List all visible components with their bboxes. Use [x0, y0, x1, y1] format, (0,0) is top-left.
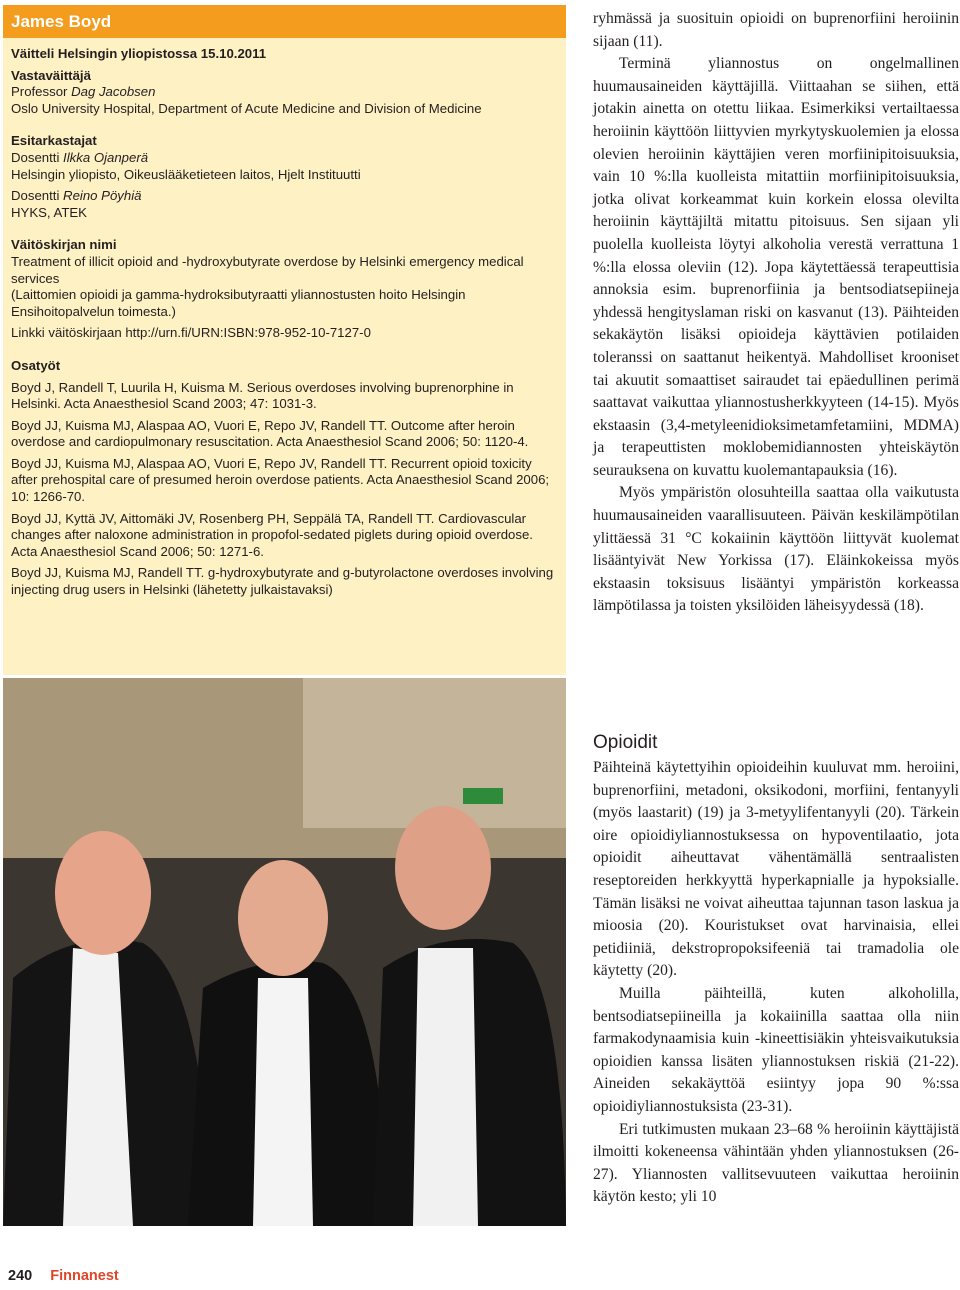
article-paragraph: ryhmässä ja suosituin opioidi on buprenorfiini heroiinin sijaan (11). — [593, 10, 959, 50]
publications-heading: Osatyöt — [11, 357, 61, 373]
info-box — [3, 5, 566, 675]
defense-date: Väitteli Helsingin yliopistossa 15.10.2011 — [11, 46, 267, 61]
reviewers-heading: Esitarkastajat — [11, 133, 97, 149]
opponent-heading: Vastaväittäjä — [11, 67, 91, 83]
person-middle-face — [238, 860, 328, 976]
article-paragraph: Muilla päihteillä, kuten alkoholilla, bentsodiatsepiineilla ja kokaiinilla saattaa olla niin farmakodynaamisia kuin -kineettisiäkin yhteisvaikutuksia opioidien kanssa lisäten yliannostuksen riskiä (21-22). Aineiden sekakäyttöä esiintyy jopa 90 %:ssa opioidiyliannostuksista (23-31). — [593, 984, 959, 1115]
article-paragraph: Terminä yliannostus on ongelmallinen huumausaineiden käyttäjillä. Viittaahan se siihen, että jotakin ainetta on otettu liikaa. Esimerkiksi vertailtaessa heroiinin käyttöön liittyvien myrkytyskuolemien ja elossa olevien heroiinin käyttäjien veren morfiinipitoisuuksia, vain 10 %:lla kuolleista mitattiin morfiinipitoisuuksia, jotka olivat korkeammat kuin korkein elossa olevilta heroiinin käyttäjiltä mitattu pitoisuus. Sen sijaan yli puolella kuolleista löytyi alkoholia verestä verrattuna 1 %:lla elossa oleviin (12). Jopa käytettäessä terapeuttisia annoksia esim. buprenorfiinia ja bentsodiatsepiineja yhdessä hengityslaman riski on kasvanut (13). Päihteiden sekakäytön lisäksi opioideja käyttävien potilaiden toleranssi on saattanut heikentyä. Mahdolliset krooniset tai akuutit somaattiset sairaudet tai epäedullinen perimä saattavat vaikuttaa yliannostusherkkyyteen (14-15). Myös ekstaasin (3,4-metyleenidioksimetamfetamiini, MDMA) ja terapeuttisten moklobemidiannosten yhteiskäytön seurauksena on kuvattu kuolemantapauksia (16). — [593, 55, 959, 479]
person-middle-shirt — [253, 978, 313, 1226]
publication-item: Boyd JJ, Kuisma MJ, Alaspaa AO, Vuori E, Repo JV, Randell TT. Recurrent opioid toxicity after prehospital care of presumed heroin overdose patients. Acta Anaesthesiol Scand 2006; 10: 1266-70. — [11, 455, 550, 505]
box-header: James Boyd — [3, 5, 566, 38]
publication-item: Boyd JJ, Kyttä JV, Aittomäki JV, Rosenberg PH, Seppälä TA, Randell TT. Cardiovascular changes after naloxone administration in propofol-sedated piglets during opioid overdose. Acta Anaesthesiol Scand 2006; 50: 1271-6. — [11, 510, 533, 559]
page-footer — [8, 1268, 119, 1284]
reviewer1-name: Ilkka Ojanperä — [63, 149, 149, 165]
opponent-name: Dag Jacobsen — [71, 84, 156, 100]
group-photo — [3, 678, 566, 1226]
person-left-face — [55, 831, 151, 955]
article-column-bottom — [593, 731, 959, 1209]
article-paragraph: Eri tutkimusten mukaan 23–68 % heroiinin käyttäjistä ilmoitti kokeneensa vähintään yhden yliannostuksen (26-27). Yliannosten vallitsevuuteen vaikuttaa heroiinin käytön kesto; yli 10 — [593, 1120, 959, 1206]
person-right-face — [395, 806, 491, 930]
reviewer2-line: Dosentti Reino Pöyhiä — [11, 188, 142, 204]
thesis-title: Treatment of illicit opioid and -hydroxybutyrate overdose by Helsinki emergency medical services — [11, 253, 524, 286]
publication-item: Boyd J, Randell T, Luurila H, Kuisma M. Serious overdoses involving buprenorphine in Helsinki. Acta Anaesthesiol Scand 2003; 47: 1031-3. — [11, 379, 514, 412]
photo-ceiling — [303, 678, 566, 828]
opponent-affiliation: Oslo University Hospital, Department of Acute Medicine and Division of Medicine — [11, 100, 482, 116]
article-paragraph: Myös ympäristön olosuhteilla saattaa olla vaikutusta huumausaineiden vaarallisuuteen. Päivän keskilämpötilan ylittäessä 31 °C kokaiinin käyttöön liittyvät kuolemat lisääntyivät New Yorkissa (17). Eläinkokeissa myös ekstaasin toksisuus lisääntyi ympäristön korkeassa lämpötilassa ja toisten yksilöiden läheisyydessä (18). — [593, 484, 959, 615]
reviewer2-affiliation: HYKS, ATEK — [11, 204, 87, 220]
thesis-title-fi: (Laittomien opioidi ja gamma-hydroksibutyraatti yliannostusten hoito Helsingin Ensihoitopalvelun toimesta.) — [11, 287, 466, 319]
magazine-name: Finnanest — [50, 1268, 119, 1284]
exit-sign — [463, 788, 503, 804]
thesis-heading: Väitöskirjan nimi — [11, 237, 117, 253]
opponent-line: Professor Dag Jacobsen — [11, 84, 156, 100]
person-right-shirt — [413, 948, 478, 1226]
reviewer1-affiliation: Helsingin yliopisto, Oikeuslääketieteen laitos, Hjelt Instituutti — [11, 166, 361, 182]
publication-item: Boyd JJ, Kuisma MJ, Alaspaa AO, Vuori E, Repo JV, Randell TT. Outcome after heroin overdose and cardiopulmonary resuscitation. Acta Anaesthesiol Scand 2006; 50: 1120-4. — [11, 417, 529, 450]
article-paragraph: Päihteinä käytettyihin opioideihin kuuluvat mm. heroiini, buprenorfiini, metadoni, oksikodoni, morfiini, fentanyyli (myös laastarit) (19) ja 3-metyylifentanyyli (20). Tärkein oire opioidiyliannostuksessa on hypoventilaatio, jota opioidit aiheuttavat vähentämällä sentraalisten reseptoreiden herkkyyttä hyperkapnialle ja hypoksialle. Tämän lisäksi ne voivat aiheuttaa tajunnan tason laskua ja mioosia (20). Kouristukset ovat harvinaisia, ellei petidiiniä, dekstropropoksifeeniä tai tramadolia ole käytetty (20). — [593, 759, 959, 980]
reviewer2-name: Reino Pöyhiä — [63, 188, 142, 204]
box-body — [3, 38, 566, 599]
reviewer1-line: Dosentti Ilkka Ojanperä — [11, 149, 149, 165]
article-column-top — [593, 8, 959, 618]
page-number: 240 — [8, 1268, 33, 1284]
photo-illustration — [3, 678, 566, 1226]
publication-item: Boyd JJ, Kuisma MJ, Randell TT. g-hydroxybutyrate and g-butyrolactone overdoses involving injecting drug users in Helsinki (lähetetty julkaistavaksi) — [11, 565, 554, 598]
thesis-link[interactable]: Linkki väitöskirjaan http://urn.fi/URN:ISBN:978-952-10-7127-0 — [11, 325, 371, 341]
section-heading: Opioidit — [593, 732, 658, 753]
